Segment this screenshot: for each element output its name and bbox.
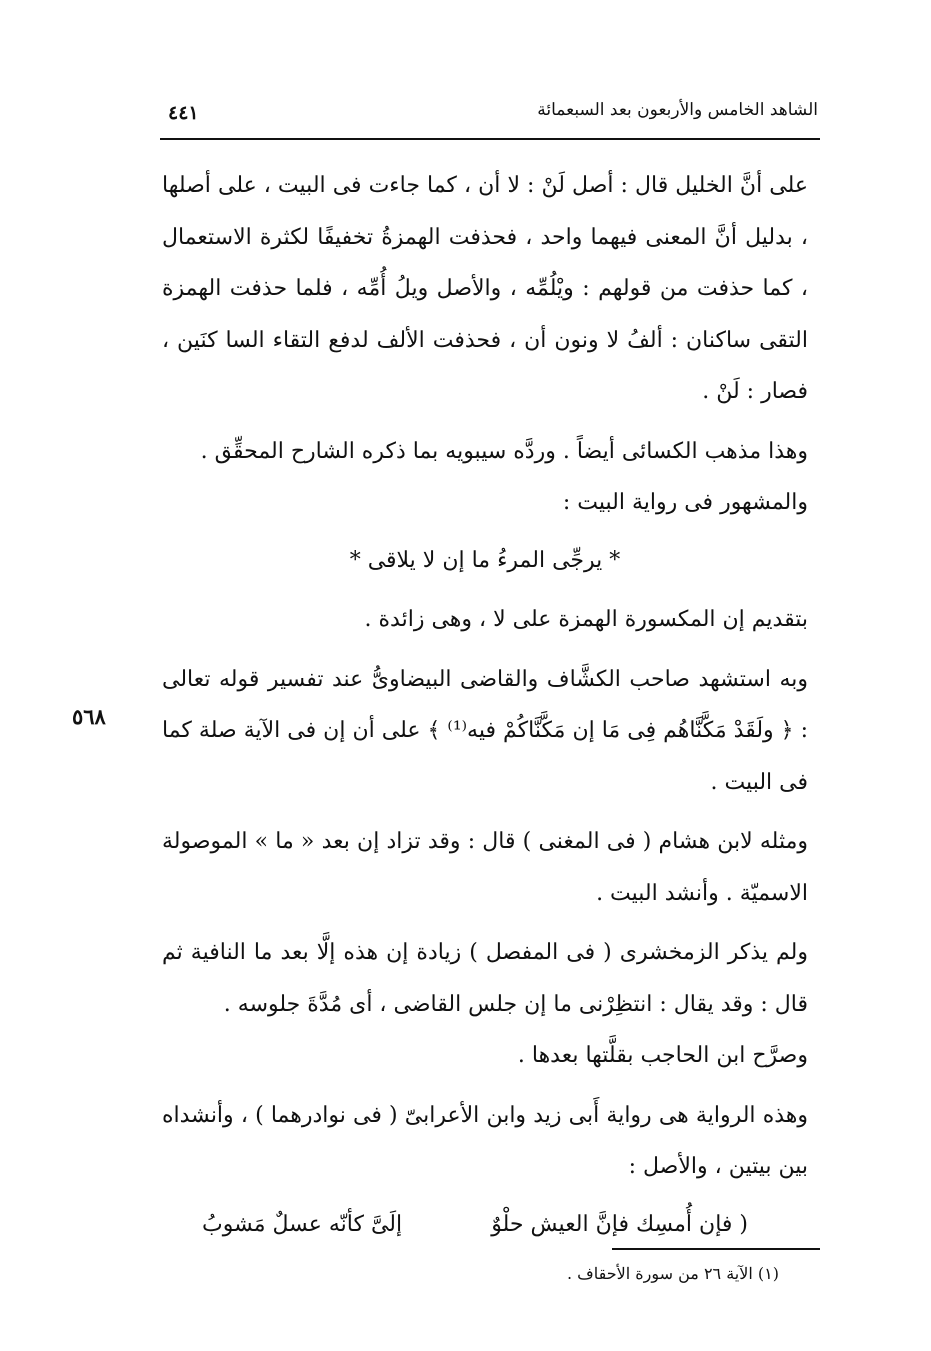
paragraph-2: وهذا مذهب الكسائى أيضاً . وردَّه سيبويه بما ذكره الشارح المحقِّق . [200, 438, 808, 464]
second-hemistich: إلَىَّ كأنّه عسلٌ مَشوبُ [202, 1211, 403, 1237]
paragraph-6: ومثله لابن هشام ( فى المغنى ) قال : وقد تزاد إن بعد « ما » الموصولة الاسميّة . وأنشد البيت . [162, 829, 808, 906]
paragraph-7: ولم يذكر الزمخشرى ( فى المفصل ) زيادة إن هذه إلَّا بعد ما النافية ثم قال : وقد يقال : انتظِرْنى ما إن جلس القاضى ، أى مُدَّةَ جلوسه . [162, 940, 808, 1017]
first-hemistich: ( فإن أُمسِك فإنَّ العيش حلْوٌ [491, 1211, 748, 1237]
paragraph-9: وهذه الرواية هى رواية أَبى زيد وابن الأعرابىّ ( فى نوادرهما ) ، وأنشداه بين بيتين ، والأصل : [162, 1102, 808, 1179]
running-title: الشاهد الخامس والأربعون بعد السبعمائة [537, 100, 818, 120]
paragraph-5: وبه استشهد صاحب الكشَّاف والقاضى البيضاوىُّ عند تفسير قوله تعالى : ﴿ ولَقَدْ مَكَّنَّاهُم فِى مَا إن مَكَّنَّاكُمْ فيه⁽¹⁾ ﴾ على أن إن فى الآية صلة كما فى البيت . [162, 666, 808, 795]
paragraph-3: والمشهور فى رواية البيت : [562, 490, 808, 515]
header-rule [160, 138, 820, 140]
verse-quote: * يرجِّى المرءُ ما إن لا يلاقى * [349, 547, 621, 573]
footnote: (١) الآية ٢٦ من سورة الأحقاف . [566, 1264, 779, 1283]
margin-number: ٥٦٨ [72, 704, 106, 729]
poetry-couplet [162, 1199, 808, 1251]
paragraph-1: على أنَّ الخليل قال : أصل لَنْ : لا أن ، كما جاءت فى البيت ، على أصلها ، بدليل أنَّ المعنى فيهما واحد ، فحذفت الهمزةُ تخفيفًا لكثرة الاستعمال ، كما حذفت من قولهم : ويْلُمِّه ، والأصل ويلُ أُمِّه ، فلما حذفت الهمزة التقى ساكنان : ألفُ لا ونون أن ، فحذفت الألف لدفع التقاء السا كنَين ، فصار : لَنْ . [162, 173, 808, 404]
main-text [162, 160, 808, 1250]
page-number: ٤٤١ [168, 102, 199, 124]
paragraph-4: بتقديم إن المكسورة الهمزة على لا ، وهى زائدة . [364, 607, 808, 632]
paragraph-8: وصرَّح ابن الحاجب بقلَّتها بعدها . [517, 1043, 808, 1068]
footnote-rule [612, 1248, 820, 1250]
